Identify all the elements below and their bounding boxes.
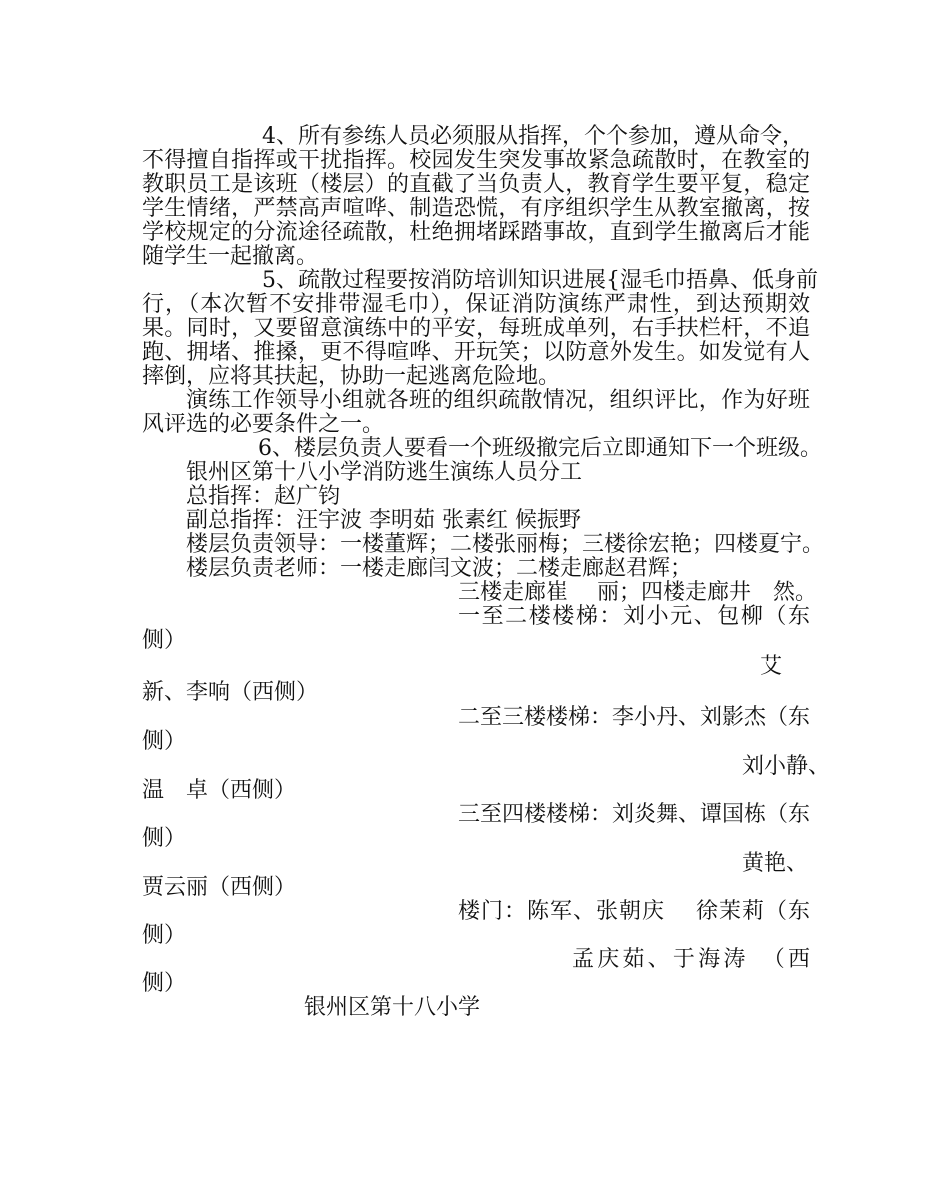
floor-leaders-line: 楼层负责领导：一楼董辉；二楼张丽梅；三楼徐宏艳；四楼夏宁。 (186, 532, 825, 557)
stairs-1-2-east-wrap: 侧） (142, 628, 187, 653)
stairs-3-4-west: 贾云丽（西侧） (142, 875, 297, 900)
stairs-2-3-west-start: 刘小静、 (742, 754, 831, 779)
main-door-west: 孟庆茹、于海涛 （西 (572, 947, 810, 972)
stairs-1-2-west-start: 艾 (760, 654, 783, 679)
staff-heading: 银州区第十八小学消防逃生演练人员分工 (186, 460, 583, 485)
stairs-1-2-east: 一至二楼楼梯：刘小元、包柳（东 (458, 604, 810, 629)
main-door-east-wrap: 侧） (142, 923, 187, 948)
paragraph-5-line-4: 跑、拥堵、推搡，更不得喧哗、开玩笑；以防意外发生。如发觉有人 (142, 340, 810, 365)
paragraph-4-line-3: 教职员工是该班（楼层）的直截了当负责人，教育学生要平复，稳定 (142, 172, 810, 197)
stairs-3-4-west-start: 黄艳、 (742, 851, 809, 876)
paragraph-4-line-6: 随学生一起撤离。 (142, 244, 319, 269)
paragraph-6-line: 6、楼层负责人要看一个班级撤完后立即通知下一个班级。 (258, 436, 822, 461)
commander-line: 总指挥：赵广钧 (186, 484, 341, 509)
stairs-3-4-east: 三至四楼楼梯：刘炎舞、谭国栋（东 (458, 802, 811, 827)
paragraph-4-line-2: 不得擅自指挥或干扰指挥。校园发生突发事故紧急疏散时，在教室的 (142, 148, 810, 173)
stairs-2-3-east-wrap: 侧） (142, 729, 187, 754)
main-door-east: 楼门：陈军、张朝庆 徐茉莉（东 (458, 899, 810, 924)
paragraph-5-line-3: 果。同时，又要留意演练中的平安，每班成单列，右手扶栏杆，不追 (142, 316, 810, 341)
paragraph-5-line-5: 摔倒，应将其扶起，协助一起逃离危险地。 (142, 364, 561, 389)
stairs-1-2-west: 新、李响（西侧） (142, 680, 319, 705)
paragraph-4-line-1: 4、所有参练人员必须服从指挥，个个参加，遵从命令， (262, 124, 804, 149)
evaluation-line-2: 风评选的必要条件之一。 (142, 412, 385, 437)
main-door-west-wrap: 侧） (142, 971, 187, 996)
stairs-3-4-east-wrap: 侧） (142, 826, 187, 851)
paragraph-5-line-2: 行，（本次暂不安排带湿毛巾），保证消防演练严肃性，到达预期效 (142, 292, 810, 317)
paragraph-5-line-1: 5、疏散过程要按消防培训知识进展{湿毛巾捂鼻、低身前 (262, 268, 818, 293)
evaluation-line-1: 演练工作领导小组就各班的组织疏散情况，组织评比，作为好班 (186, 388, 810, 413)
floor-teachers-line: 楼层负责老师：一楼走廊闫文波；二楼走廊赵君辉； (186, 556, 693, 581)
paragraph-4-line-5: 学校规定的分流途径疏散，杜绝拥堵踩踏事故，直到学生撤离后才能 (142, 220, 810, 245)
deputy-commander-line: 副总指挥：汪宇波 李明茹 张素红 候振野 (186, 508, 581, 533)
paragraph-4-line-4: 学生情绪，严禁高声喧哗、制造恐慌，有序组织学生从教室撤离，按 (142, 196, 810, 221)
stairs-2-3-east: 二至三楼楼梯：李小丹、刘影杰（东 (458, 705, 811, 730)
floor-teachers-line-2: 三楼走廊崔 丽；四楼走廊井 然。 (458, 580, 817, 605)
stairs-2-3-west: 温 卓（西侧） (142, 778, 297, 803)
school-signature: 银州区第十八小学 (304, 995, 481, 1020)
